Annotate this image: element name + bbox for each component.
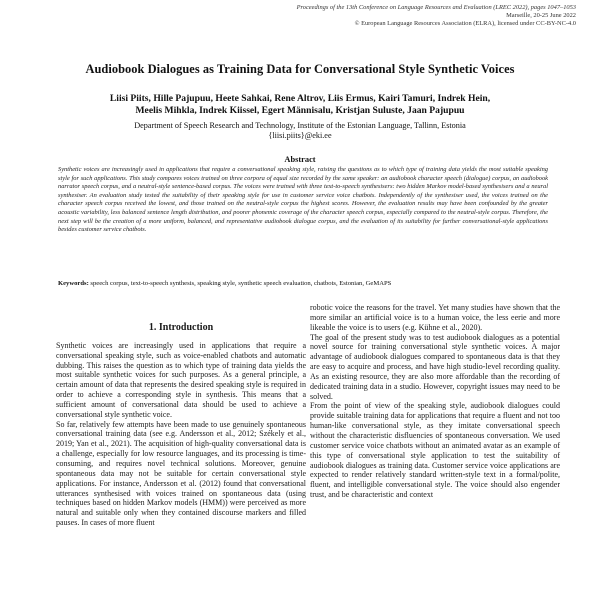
intro-paragraph-2: So far, relatively few attempts have been made to use genuinely spontaneous conversational training data (see e.g. Andersson et al., 2012; Székely et al., 2019; Yan et al., 2021). The acquisition of high-quality conversational data is a challenge, especially for low resource languages, and its processing is time-consuming, and requires novel technical solutions. Moreover, genuine spontaneous data may not be suitable for certain conversational style applications. For instance, Andersson et al. (2012) found that conversational utterances synthesised with voices trained on spontaneous data (using techniques based on hidden Markov models (HMM)) were perceived as more natural and suitable only when they contained discourse markers and filled pauses. In cases of more fluent (56, 419, 306, 528)
intro-paragraph-3: robotic voice the reasons for the travel. Yet many studies have shown that the more similar an artificial voice is to a human voice, the less eerie and more likeable the voice is to users (e.g. Kühne et al., 2020). (310, 303, 560, 332)
conference-header (136, 4, 576, 29)
abstract-text: Synthetic voices are increasingly used in applications that require a conversational speaking style, raising the questions as to which type of training data yields the most suitable speaking style for such applications. This study compares voices trained on three corpora of equal size recorded by the same speaker: an audiobook character speech (dialogue) corpus, an audiobook narrator speech corpus, and a neutral-style sentence-based corpus. The voices were trained with three text-to-speech synthesisers: two hidden Markov model-based synthesisers and a neural synthesiser. An evaluation study tested the suitability of their speaking style for use in customer service voice chatbots. Independently of the synthesiser used, the voices trained on the character speech corpus received the lowest, and those trained on the neutral-style corpus the highest scores. However, the evaluation results may have been confounded by the greater acoustic variability, less balanced sentence length distribution, and poorer phonemic coverage of the character speech corpus, especially compared to the neutral-style corpus. Therefore, the next step will be the creation of a more uniform, balanced, and representative audiobook dialogue corpus, and the evaluation of its suitability for further conversational-style applications besides customer service chatbots. (58, 166, 548, 234)
header-license: © European Language Resources Association (ELRA), licensed under CC-BY-NC-4.0 (354, 20, 576, 28)
author-email: {liisi.piits}@eki.ee (268, 131, 332, 140)
intro-paragraph-5: From the point of view of the speaking style, audiobook dialogues could provide suitable training data for applications that require a fluent and not too human-like conversational style, as they imitate conversational speech without the characteristic disfluencies of spontaneous conversation. We used customer service voice chatbots without an animated avatar as an example of this type of conversational style application to test the suitability of audiobook dialogues as training data. Customer service voice applications are expected to render relatively standard written-style text in a formal/polite, fluent, and intelligible conversational style. The voice should also engender trust, and be characteristic and context (310, 401, 560, 500)
paper-title: Audiobook Dialogues as Training Data for Conversational Style Synthetic Voices (85, 62, 515, 76)
header-proceedings: Proceedings of the 13th Conference on Language Resources and Evaluation (LREC 2022), pages 1047–1053 (296, 4, 576, 11)
keywords-list: speech corpus, text-to-speech synthesis, speaking style, synthetic speech evaluation, chatbots, Estonian, GeMAPS (88, 280, 392, 287)
keywords (58, 280, 548, 289)
affiliation-block (40, 121, 560, 141)
keywords-label: Keywords: (58, 280, 89, 287)
section-heading-introduction: 1. Introduction (148, 322, 214, 333)
header-location: Marseille, 20-25 June 2022 (506, 12, 576, 20)
author-list (40, 93, 560, 117)
abstract-heading: Abstract (284, 155, 316, 164)
authors-line-1: Liisi Piits, Hille Pajupuu, Heete Sahkai, Rene Altrov, Liis Ermus, Kairi Tamuri, Indrek Hein, (109, 93, 491, 104)
left-column (56, 323, 306, 528)
authors-line-2: Meelis Mihkla, Indrek Kiissel, Egert Männisalu, Kristjan Suluste, Jaan Pajupuu (135, 104, 465, 116)
intro-paragraph-1: Synthetic voices are increasingly used in applications that require a conversational speaking style, such as voice-enabled chatbots and automatic dubbing. This raises the question as to which type of training data yields the most suitable synthetic voices for such purposes. As a general principle, a certain amount of data that represents the desired speaking style is required in order to achieve a corresponding style in synthesis. This means that a sufficient amount of conversational data should be used to achieve a conversational style synthetic voice. (56, 340, 306, 419)
intro-paragraph-4: The goal of the present study was to test audiobook dialogues as a potential novel source for training conversational style synthetic voices. A major advantage of audiobook dialogues compared to spontaneous data is that they are easy to acquire and process, and have high studio-level recording quality. As an existing resource, they are also more affordable than the recording of dedicated training data in a studio. However, copyright issues may need to be solved. (310, 332, 560, 401)
affiliation: Department of Speech Research and Technology, Institute of the Estonian Language, Tallinn, Estonia (134, 121, 466, 130)
right-column (310, 303, 560, 500)
